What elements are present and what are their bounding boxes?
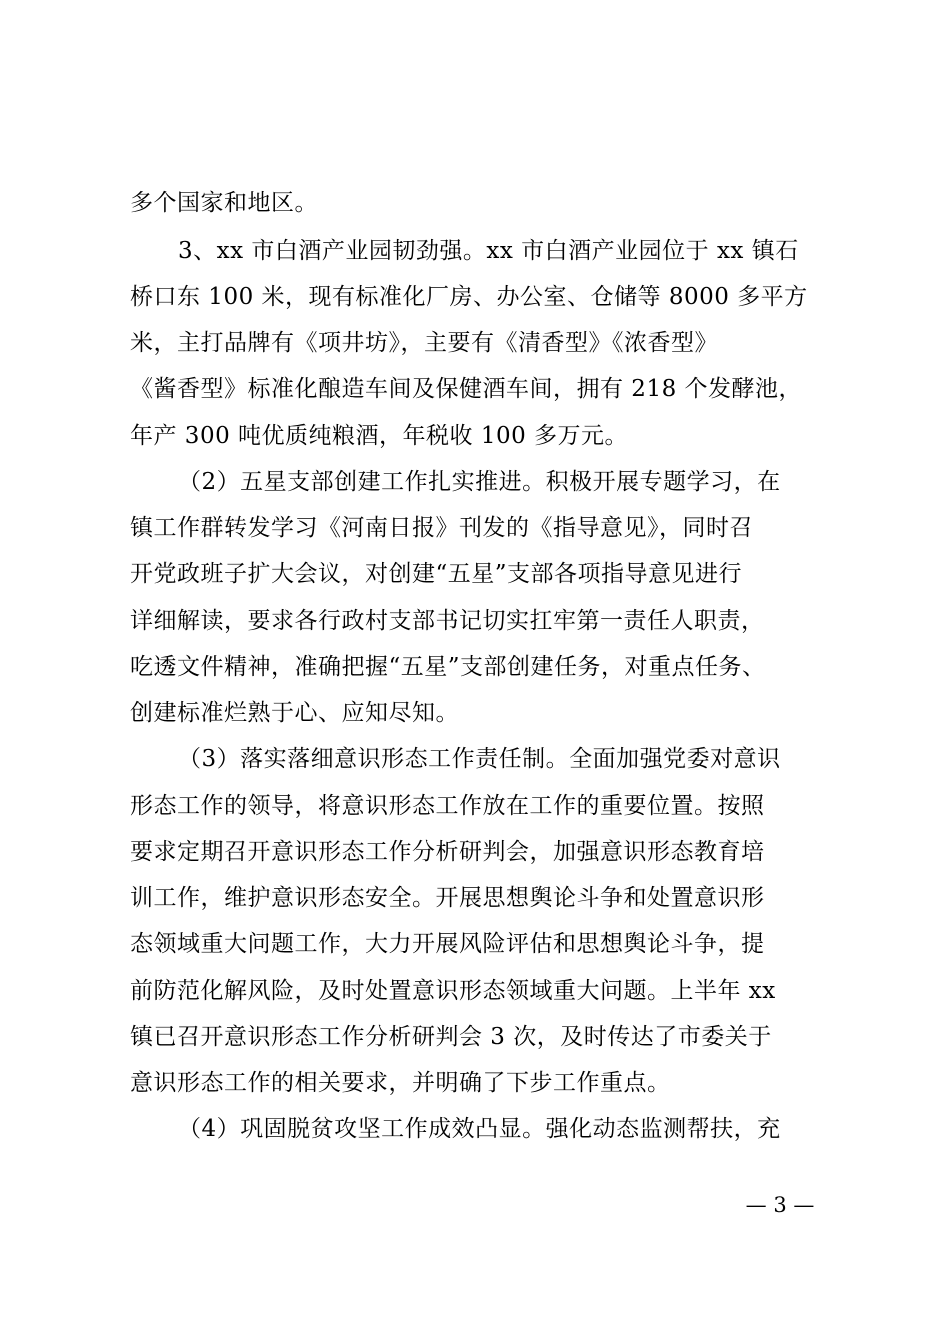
- text-line: 《酱香型》标准化酿造车间及保健酒车间，拥有 218 个发酵池，: [130, 376, 803, 402]
- text-line: 训工作，维护意识形态安全。开展思想舆论斗争和处置意识形: [130, 885, 765, 911]
- text-line: 桥口东 100 米，现有标准化厂房、办公室、仓储等 8000 多平方: [130, 284, 808, 310]
- text-line: 详细解读，要求各行政村支部书记切实扛牢第一责任人职责，: [130, 608, 765, 634]
- text-line: 前防范化解风险，及时处置意识形态领域重大问题。上半年 xx: [130, 978, 776, 1004]
- text-line: 吃透文件精神，准确把握“五星”支部创建任务，对重点任务、: [130, 654, 766, 680]
- text-line: 年产 300 吨优质纯粮酒，年税收 100 多万元。: [130, 423, 629, 449]
- text-line: （2）五星支部创建工作扎实推进。积极开展专题学习，在: [178, 469, 781, 495]
- text-line: 多个国家和地区。: [130, 190, 318, 216]
- text-line: 意识形态工作的相关要求，并明确了下步工作重点。: [130, 1070, 671, 1096]
- text-line: 镇已召开意识形态工作分析研判会 3 次，及时传达了市委关于: [130, 1024, 772, 1050]
- text-line: 镇工作群转发学习《河南日报》刊发的《指导意见》，同时召: [130, 515, 753, 541]
- text-line: 形态工作的领导，将意识形态工作放在工作的重要位置。按照: [130, 793, 765, 819]
- text-line: 要求定期召开意识形态工作分析研判会，加强意识形态教育培: [130, 839, 765, 865]
- text-line: 创建标准烂熟于心、应知尽知。: [130, 700, 459, 726]
- text-line: （3）落实落细意识形态工作责任制。全面加强党委对意识: [178, 746, 781, 772]
- text-line: 3、xx 市白酒产业园韧劲强。xx 市白酒产业园位于 xx 镇石: [178, 238, 799, 264]
- text-line: 开党政班子扩大会议，对创建“五星”支部各项指导意见进行: [130, 561, 743, 587]
- text-line: 米，主打品牌有《项井坊》，主要有《清香型》《浓香型》: [130, 330, 718, 356]
- text-line: （4）巩固脱贫攻坚工作成效凸显。强化动态监测帮扶，充: [178, 1116, 781, 1142]
- page-number: — 3 —: [745, 1193, 815, 1217]
- text-line: 态领域重大问题工作，大力开展风险评估和思想舆论斗争，提: [130, 931, 765, 957]
